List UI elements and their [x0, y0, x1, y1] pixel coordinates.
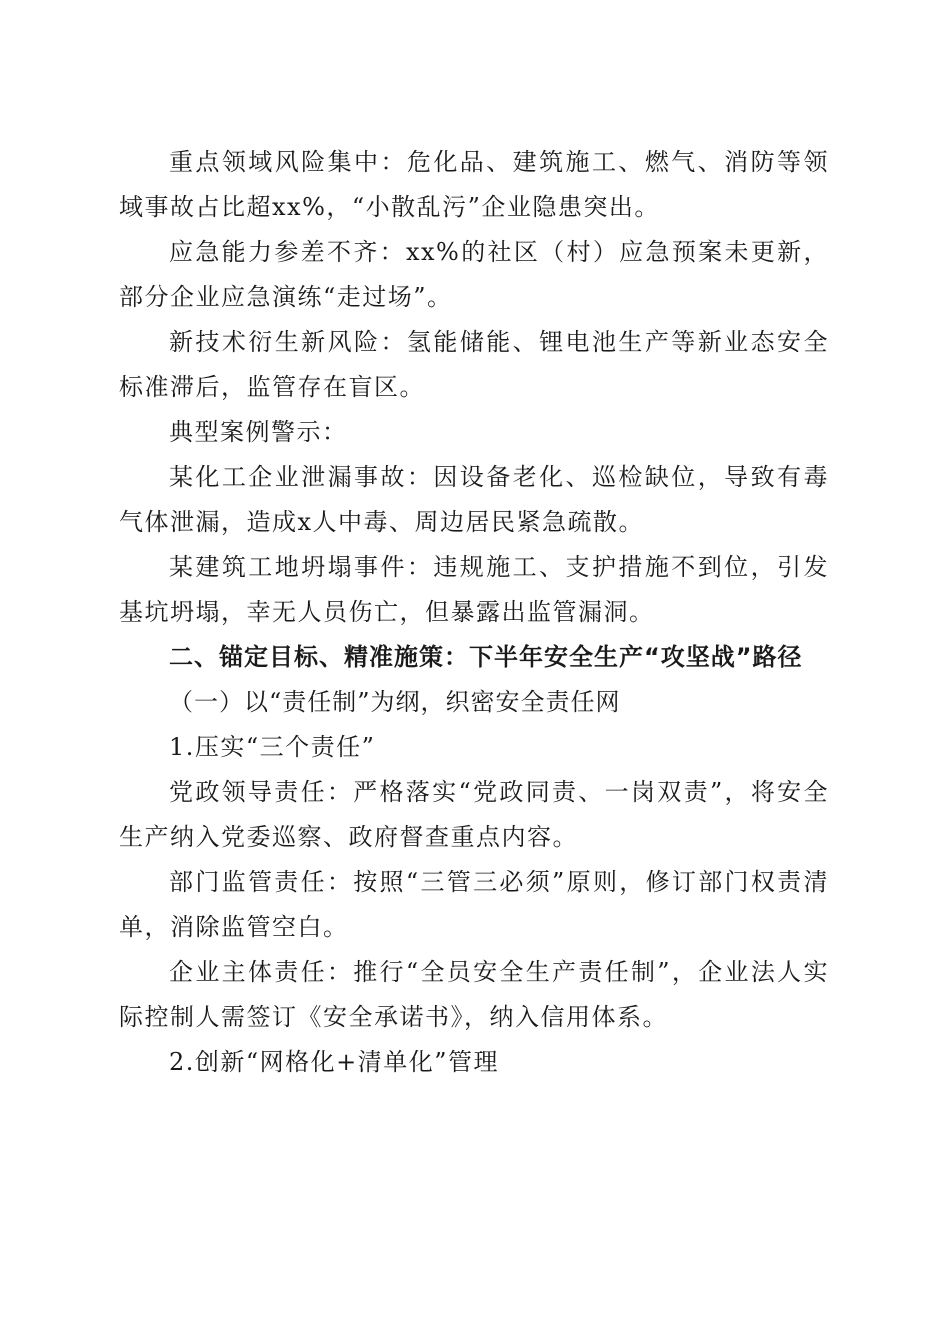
item-heading-grid-management: 2.创新“网格化+清单化”管理 [169, 1048, 500, 1076]
paragraph-new-tech-risk: 新技术衍生新风险：氢能储能、锂电池生产等新业态安全标准滞后，监管存在盲区。 [119, 328, 829, 401]
paragraph-emergency-capability: 应急能力参差不齐：xx%的社区（村）应急预案未更新，部分企业应急演练“走过场”。 [119, 238, 829, 311]
paragraph-construction-collapse-case: 某建筑工地坍塌事件：违规施工、支护措施不到位，引发基坑坍塌，幸无人员伤亡，但暴露出监管漏洞。 [119, 553, 829, 626]
paragraph-department-supervision: 部门监管责任：按照“三管三必须”原则，修订部门权责清单，消除监管空白。 [119, 868, 829, 941]
document-body [119, 140, 829, 1085]
paragraph-party-leadership: 党政领导责任：严格落实“党政同责、一岗双责”，将安全生产纳入党委巡察、政府督查重点内容。 [119, 778, 829, 851]
paragraph-enterprise-responsibility: 企业主体责任：推行“全员安全生产责任制”，企业法人实际控制人需签订《安全承诺书》，纳入信用体系。 [119, 958, 829, 1031]
paragraph-chemical-leak-case: 某化工企业泄漏事故：因设备老化、巡检缺位，导致有毒气体泄漏，造成x人中毒、周边居民紧急疏散。 [119, 463, 829, 536]
paragraph-key-risk-areas: 重点领域风险集中：危化品、建筑施工、燃气、消防等领域事故占比超xx%，“小散乱污”企业隐患突出。 [119, 148, 829, 221]
paragraph-typical-cases: 典型案例警示： [169, 418, 348, 446]
item-heading-three-responsibilities: 1.压实“三个责任” [169, 733, 376, 761]
subsection-heading-responsibility: （一）以“责任制”为纲，织密安全责任网 [169, 688, 621, 716]
section-heading-two: 二、锚定目标、精准施策：下半年安全生产“攻坚战”路径 [169, 643, 803, 671]
